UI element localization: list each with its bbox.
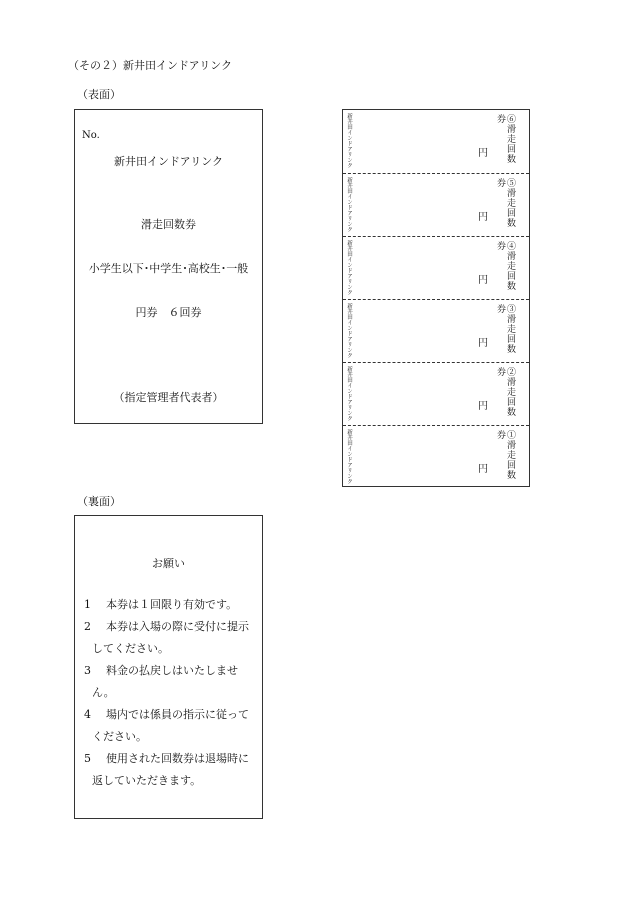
notice-item-2 [84, 616, 262, 660]
item-text: 本券は入場の際に受付に提示 [106, 620, 249, 633]
item-text-cont: ください。 [92, 730, 147, 743]
item-number: 5 [84, 752, 91, 765]
stub-label: ⑤滑走回数券 [495, 178, 515, 228]
stub-label: ⑥滑走回数券 [495, 114, 515, 164]
number-label: No. [82, 130, 100, 141]
stub-side-text: 新井田インドアリンク [346, 303, 352, 358]
item-text: 使用された回数券は退場時に [106, 752, 249, 765]
price-line: 円券 ６回券 [135, 306, 202, 319]
stub-2 [343, 362, 529, 425]
stub-side-text: 新井田インドアリンク [346, 240, 352, 295]
document-title: （その２）新井田インドアリンク [68, 59, 233, 72]
stub-6 [343, 110, 529, 173]
item-number: 1 [84, 598, 91, 611]
item-number: 3 [84, 664, 91, 677]
front-card [74, 109, 263, 424]
stub-yen: 円 [478, 148, 488, 159]
stub-side-text: 新井田インドアリンク [346, 113, 352, 168]
item-text-cont: してください。 [92, 642, 169, 655]
stub-label: ④滑走回数券 [495, 241, 515, 291]
stub-4 [343, 236, 529, 299]
stub-side-text: 新井田インドアリンク [346, 366, 352, 421]
notice-item-3 [84, 660, 262, 704]
notice-item-5 [84, 748, 262, 792]
stub-yen: 円 [478, 464, 488, 475]
ticket-name: 滑走回数券 [141, 218, 196, 231]
item-text-cont: 返していただきます。 [92, 774, 202, 787]
stub-3 [343, 299, 529, 362]
categories: 小学生以下･中学生･高校生･一般 [88, 262, 249, 275]
stub-yen: 円 [478, 401, 488, 412]
back-heading: お願い [152, 557, 185, 570]
item-text: 本券は１回限り有効です。 [106, 598, 238, 611]
stub-yen: 円 [478, 275, 488, 286]
stub-yen: 円 [478, 212, 488, 223]
item-text: 料金の払戻しはいたしませ [106, 664, 238, 677]
front-label: （表面） [77, 88, 121, 101]
item-text-cont: ん。 [92, 686, 115, 699]
stub-label: ③滑走回数券 [495, 304, 515, 354]
issuer: （指定管理者代表者） [113, 391, 224, 404]
stub-side-text: 新井田インドアリンク [346, 429, 352, 484]
stub-side-text: 新井田インドアリンク [346, 177, 352, 232]
stub-column [342, 109, 530, 487]
back-card [74, 515, 263, 819]
stub-label: ①滑走回数券 [495, 430, 515, 480]
stub-label: ②滑走回数券 [495, 367, 515, 417]
back-label: （裏面） [77, 495, 121, 508]
stub-5 [343, 173, 529, 236]
notice-item-1 [84, 594, 262, 616]
item-text: 場内では係員の指示に従って [106, 708, 249, 721]
stub-yen: 円 [478, 338, 488, 349]
rink-name: 新井田インドアリンク [113, 155, 223, 168]
stub-1 [343, 425, 529, 487]
notice-item-4 [84, 704, 262, 748]
item-number: 2 [84, 620, 91, 633]
item-number: 4 [84, 708, 91, 721]
